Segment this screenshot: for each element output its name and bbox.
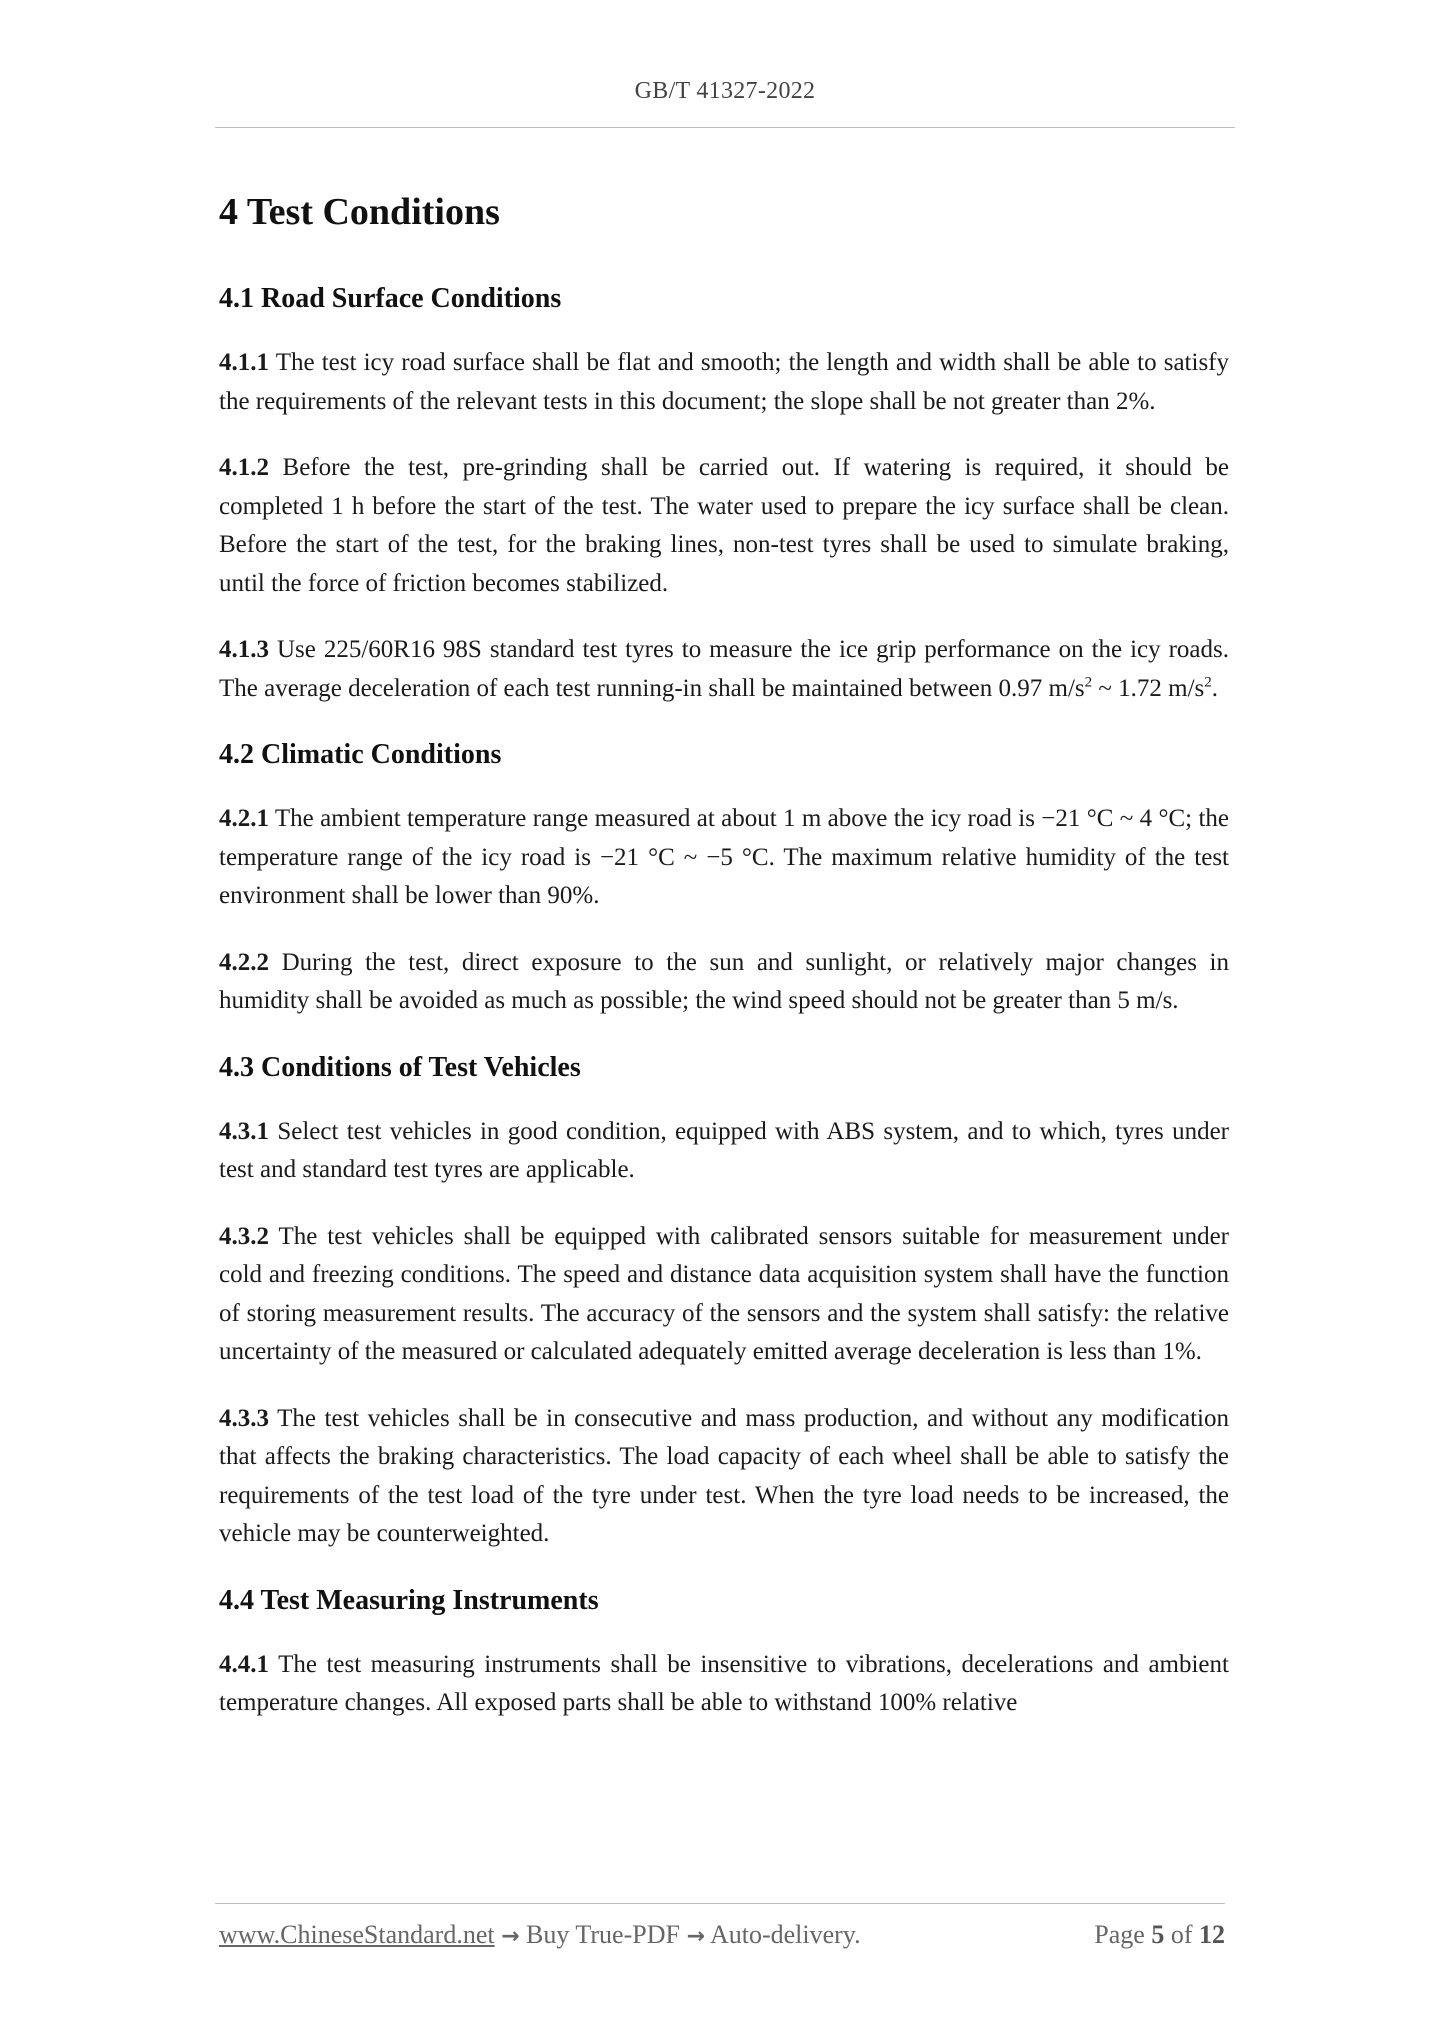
clause-number: 4.2.2 (219, 948, 269, 976)
clause (219, 1113, 1229, 1190)
clause-text: The test measuring instruments shall be insensitive to vibrations, decelerations and ambient temperature changes. All exposed parts shall be able to withstand 100% relative (219, 1650, 1229, 1716)
clause-number: 4.4.1 (219, 1650, 269, 1678)
page-indicator (1094, 1920, 1225, 1950)
clause-text: The test icy road surface shall be flat and smooth; the length and width shall be able to satisfy the requirements of the relevant tests in this document; the slope shall be not greater than 2%. (219, 349, 1229, 415)
site-link[interactable]: www.ChineseStandard.net (219, 1920, 495, 1949)
clause-text: Before the test, pre-grinding shall be carried out. If watering is required, it should be completed 1 h before the start of the test. The water used to prepare the icy surface shall be clean. Before the start of the test, for the braking lines, non-test tyres shall be used to simulate braking, until the force of friction becomes stabilized. (219, 454, 1230, 597)
superscript: 2 (1084, 674, 1093, 691)
clause-text: The test vehicles shall be equipped with calibrated sensors suitable for measurement under cold and freezing conditions. The speed and distance data acquisition system shall have the function of storing measurement results. The accuracy of the sensors and the system shall satisfy: the relative uncertainty of the measured or calculated adequately emitted average deceleration is less than 1%. (219, 1222, 1229, 1365)
page-content (219, 186, 1229, 1751)
clause-text: Select test vehicles in good condition, equipped with ABS system, and to which, tyres under test and standard test tyres are applicable. (219, 1117, 1230, 1183)
of-label: of (1170, 1920, 1193, 1949)
clause-text: The ambient temperature range measured at about 1 m above the icy road is −21 °C ~ 4 °C; the temperature range of the icy road is −21 °C ~ −5 °C. The maximum relative humidity of the test environment shall be lower than 90%. (219, 805, 1229, 909)
clause (219, 449, 1229, 603)
arrow-right-icon: → (686, 1924, 705, 1949)
clause (219, 944, 1229, 1021)
page-label: Page (1094, 1920, 1145, 1949)
clause-number: 4.2.1 (219, 805, 269, 832)
clause (219, 631, 1229, 708)
clause-number: 4.3.3 (219, 1404, 269, 1432)
clause-text: Use 225/60R16 98S standard test tyres to measure the ice grip performance on the icy roads. The average deceleration of each test running-in shall be maintained between 0.97 m/s (219, 636, 1230, 702)
clause-number: 4.1.2 (219, 454, 269, 481)
section-title: 4.1 Road Surface Conditions (219, 283, 562, 314)
page-total: 12 (1199, 1920, 1225, 1949)
section-title: 4.2 Climatic Conditions (219, 739, 502, 770)
clause (219, 1218, 1229, 1372)
section-title: 4.4 Test Measuring Instruments (219, 1584, 599, 1616)
clause-text: ~ 1.72 m/s (1092, 674, 1205, 702)
header-divider (215, 127, 1235, 128)
clause-text: . (1211, 674, 1219, 702)
clause-text: During the test, direct exposure to the sun and sunlight, or relatively major changes in humidity shall be avoided as much as possible; the wind speed should not be greater than 5 m/s. (219, 948, 1229, 1014)
clause-number: 4.1.1 (219, 349, 269, 376)
buy-text: Buy True-PDF (526, 1920, 680, 1949)
clause (219, 1400, 1229, 1554)
clause (219, 344, 1229, 421)
clause-text: The test vehicles shall be in consecutive and mass production, and without any modification that affects the braking characteristics. The load capacity of each wheel shall be able to satisfy the requirements of the test load of the tyre under test. When the tyre load needs to be increased, the vehicle may be counterweighted. (219, 1404, 1229, 1547)
arrow-right-icon: → (501, 1924, 520, 1949)
superscript: 2 (1204, 674, 1212, 691)
clause (219, 800, 1229, 916)
section-title: 4.3 Conditions of Test Vehicles (219, 1051, 581, 1083)
running-header: GB/T 41327-2022 (634, 78, 816, 104)
page-number: 5 (1151, 1920, 1165, 1949)
clause (219, 1646, 1229, 1723)
delivery-text: Auto-delivery. (709, 1920, 861, 1949)
footer-divider (215, 1903, 1225, 1904)
clause-number: 4.3.2 (219, 1222, 269, 1250)
footer-promo (219, 1920, 861, 1950)
clause-number: 4.3.1 (219, 1117, 269, 1145)
chapter-title: 4 Test Conditions (219, 191, 500, 233)
clause-number: 4.1.3 (219, 636, 269, 663)
